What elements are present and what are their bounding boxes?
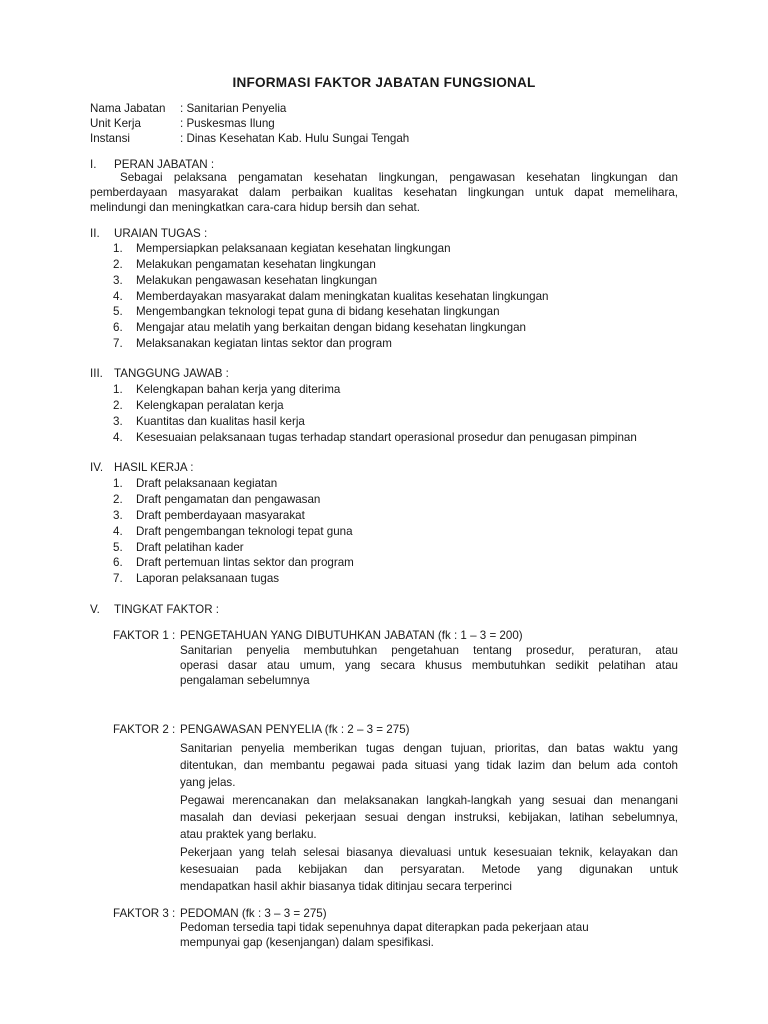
faktor-2-p3-line: mendapatkan hasil akhir biasanya tidak ditinjau secara terperinci — [180, 880, 512, 893]
meta-label: Nama Jabatan — [90, 102, 166, 115]
item-number: 6. — [113, 321, 123, 334]
item-number: 4. — [113, 431, 123, 444]
item-number: 5. — [113, 541, 123, 554]
meta-label: Unit Kerja — [90, 117, 141, 130]
section-title: TINGKAT FAKTOR : — [114, 603, 220, 616]
faktor-2-p1-line: yang jelas. — [180, 776, 236, 789]
page-title: INFORMASI FAKTOR JABATAN FUNGSIONAL — [232, 75, 536, 90]
uraian-item — [113, 320, 526, 335]
hasil-item — [113, 508, 305, 523]
meta-nama-jabatan — [90, 101, 286, 116]
item-number: 1. — [113, 383, 123, 396]
faktor-2-label: FAKTOR 2 : — [113, 723, 176, 736]
peran-line-2: pemberdayaan masyarakat dalam perbaikan kualitas kesehatan lingkungan untuk dapat memelihara, — [90, 186, 678, 199]
uraian-item — [113, 273, 377, 288]
hasil-item — [113, 555, 354, 570]
item-text: Mengembangkan teknologi tepat guna di bidang kesehatan lingkungan — [136, 305, 500, 318]
section-uraian-heading — [90, 226, 207, 241]
hasil-item — [113, 492, 320, 507]
item-number: 2. — [113, 493, 123, 506]
item-number: 2. — [113, 399, 123, 412]
section-title: PERAN JABATAN : — [114, 158, 215, 171]
item-text: Kesesuaian pelaksanaan tugas terhadap standart operasional prosedur dan penugasan pimpinan — [136, 431, 637, 444]
faktor-3-line: mempunyai gap (kesenjangan) dalam spesifikasi. — [180, 936, 434, 949]
uraian-item — [113, 289, 548, 304]
item-text: Melakukan pengawasan kesehatan lingkungan — [136, 274, 378, 287]
item-number: 3. — [113, 415, 123, 428]
section-number: V. — [90, 603, 100, 616]
uraian-item — [113, 304, 500, 319]
faktor-2-p1-line: ditentukan, dan membantu pegawai pada situasi yang tidak lazim dan belum ada contoh — [180, 759, 678, 772]
peran-line-1: Sebagai pelaksana pengamatan kesehatan lingkungan, pengawasan kesehatan lingkungan dan — [120, 171, 678, 184]
item-number: 3. — [113, 509, 123, 522]
section-number: II. — [90, 227, 100, 240]
uraian-item — [113, 336, 392, 351]
tanggung-item — [113, 430, 637, 445]
hasil-item — [113, 571, 279, 586]
faktor-2-p2-line: Pegawai merencanakan dan melaksanakan langkah-langkah yang sesuai dan menangani — [180, 794, 678, 807]
hasil-item — [113, 476, 277, 491]
tanggung-item — [113, 398, 284, 413]
faktor-2-p1-line: Sanitarian penyelia memberikan tugas dengan tujuan, prioritas, dan batas waktu yang — [180, 742, 678, 755]
item-number: 1. — [113, 242, 123, 255]
item-number: 7. — [113, 337, 123, 350]
faktor-1-line: operasi dasar atau umum, yang secara khusus membutuhkan sedikit pelatihan atau — [180, 659, 678, 672]
item-text: Kelengkapan bahan kerja yang diterima — [136, 383, 341, 396]
faktor-3-heading: PEDOMAN (fk : 3 – 3 = 275) — [180, 907, 327, 920]
item-text: Kelengkapan peralatan kerja — [136, 399, 284, 412]
faktor-2-heading: PENGAWASAN PENYELIA (fk : 2 – 3 = 275) — [180, 723, 410, 736]
hasil-item — [113, 540, 244, 555]
faktor-3-label: FAKTOR 3 : — [113, 907, 176, 920]
item-number: 4. — [113, 290, 123, 303]
uraian-item — [113, 257, 376, 272]
hasil-item — [113, 524, 353, 539]
item-number: 2. — [113, 258, 123, 271]
item-text: Laporan pelaksanaan tugas — [136, 572, 280, 585]
item-text: Mempersiapkan pelaksanaan kegiatan kesehatan lingkungan — [136, 242, 451, 255]
meta-value: : Sanitarian Penyelia — [180, 102, 287, 115]
item-number: 1. — [113, 477, 123, 490]
item-number: 7. — [113, 572, 123, 585]
faktor-2-p2-line: masalah dan deviasi pekerjaan sesuai dengan instruksi, kebijakan, latihan sebelumnya, — [180, 811, 678, 824]
item-number: 3. — [113, 274, 123, 287]
uraian-item — [113, 241, 451, 256]
item-number: 5. — [113, 305, 123, 318]
item-number: 6. — [113, 556, 123, 569]
section-number: IV. — [90, 461, 104, 474]
section-tanggung-heading — [90, 366, 229, 381]
faktor-1-line: pengalaman sebelumnya — [180, 674, 310, 687]
faktor-2-p2-line: atau praktek yang berlaku. — [180, 828, 317, 841]
faktor-2-p3-line: kesesuaian pada kebijakan dan persyaratan. Metode yang digunakan untuk — [180, 863, 678, 876]
meta-label: Instansi — [90, 132, 130, 145]
item-text: Mengajar atau melatih yang berkaitan dengan bidang kesehatan lingkungan — [136, 321, 526, 334]
item-text: Draft pengamatan dan pengawasan — [136, 493, 321, 506]
item-text: Draft pemberdayaan masyarakat — [136, 509, 305, 522]
meta-instansi — [90, 131, 409, 146]
section-title: HASIL KERJA : — [114, 461, 194, 474]
section-tingkat-heading — [90, 602, 219, 617]
item-text: Melakukan pengamatan kesehatan lingkungan — [136, 258, 376, 271]
section-title: TANGGUNG JAWAB : — [114, 367, 229, 380]
item-text: Draft pelaksanaan kegiatan — [136, 477, 278, 490]
faktor-1-heading: PENGETAHUAN YANG DIBUTUHKAN JABATAN (fk : 1 – 3 = 200) — [180, 629, 523, 642]
tanggung-item — [113, 382, 340, 397]
peran-line-3: melindungi dan meningkatkan cara-cara hidup bersih dan sehat. — [90, 201, 420, 214]
item-number: 4. — [113, 525, 123, 538]
section-number: III. — [90, 367, 103, 380]
meta-value: : Dinas Kesehatan Kab. Hulu Sungai Tengah — [180, 132, 410, 145]
item-text: Draft pengembangan teknologi tepat guna — [136, 525, 353, 538]
faktor-3-line: Pedoman tersedia tapi tidak sepenuhnya dapat diterapkan pada pekerjaan atau — [180, 921, 589, 934]
tanggung-item — [113, 414, 305, 429]
faktor-1-line: Sanitarian penyelia membutuhkan pengetahuan tentang prosedur, peraturan, atau — [180, 644, 678, 657]
section-title: URAIAN TUGAS : — [114, 227, 208, 240]
section-hasil-heading — [90, 460, 193, 475]
faktor-1-label: FAKTOR 1 : — [113, 629, 176, 642]
meta-unit-kerja — [90, 116, 275, 131]
faktor-2-p3-line: Pekerjaan yang telah selesai biasanya dievaluasi untuk kesesuaian teknik, kelayakan dan — [180, 846, 678, 859]
section-number: I. — [90, 158, 97, 171]
item-text: Melaksanakan kegiatan lintas sektor dan program — [136, 337, 392, 350]
item-text: Draft pelatihan kader — [136, 541, 244, 554]
item-text: Memberdayakan masyarakat dalam meningkatan kualitas kesehatan lingkungan — [136, 290, 549, 303]
item-text: Draft pertemuan lintas sektor dan program — [136, 556, 354, 569]
item-text: Kuantitas dan kualitas hasil kerja — [136, 415, 305, 428]
meta-value: : Puskesmas Ilung — [180, 117, 275, 130]
